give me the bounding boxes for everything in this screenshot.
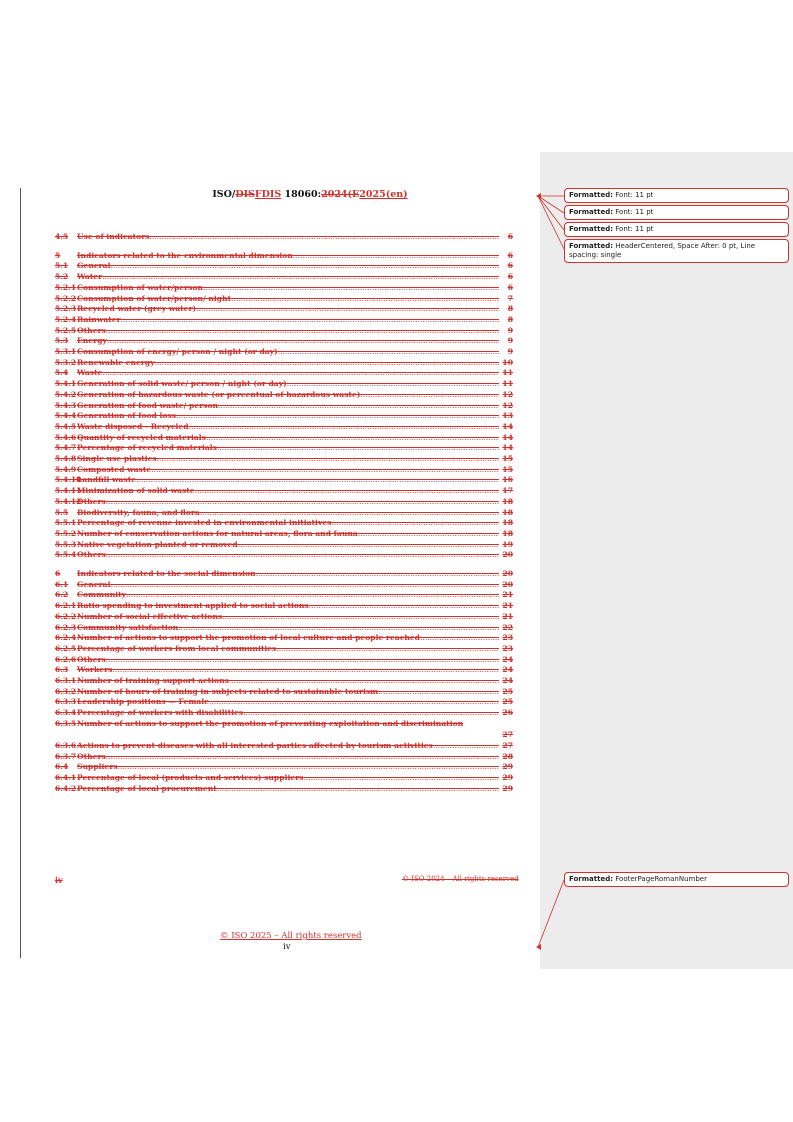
comment-label: Formatted: (569, 225, 614, 233)
toc-entry-title: Native vegetation planted or removed ..... (77, 539, 499, 550)
comment-balloon-1[interactable] (564, 188, 789, 203)
toc-entry-title: Actions to prevent diseases with all interested parties affected by tourism activities ..... (77, 740, 499, 751)
toc-entry-title: Use of indicators ..... (77, 231, 499, 242)
toc-entry-page: 21 (499, 611, 513, 622)
toc-entry-title: Percentage of local procurement ..... (77, 783, 499, 794)
toc-entry-number: 5.2.1 (55, 282, 77, 292)
toc-entry-number: 5.5.3 (55, 539, 77, 549)
toc-entry-number: 5.5 (55, 507, 69, 517)
toc-entry-title: Single use plastics ..... (77, 453, 499, 464)
toc-entry-number: 6.3.5 (55, 718, 77, 728)
toc-entry-number: 6.3.4 (55, 708, 77, 718)
toc-entry-number: 6.3.2 (55, 686, 77, 696)
toc-entry-number: 5.2.2 (55, 293, 77, 303)
comment-label: Formatted: (569, 208, 614, 216)
toc-entry-page: 29 (499, 783, 513, 794)
toc-entry-page: 9 (499, 346, 513, 357)
toc-entry-page: 13 (499, 410, 513, 421)
toc-entry-page: 16 (499, 474, 513, 485)
inserted-copyright: © ISO 2025 – All rights reserved (220, 931, 362, 941)
toc-entry-page: 18 (499, 517, 513, 528)
toc-entry-page: 6 (499, 282, 513, 293)
toc-entry-page: 14 (499, 442, 513, 453)
comment-balloon-2[interactable] (564, 205, 789, 220)
toc-entry-title: Energy ..... (77, 335, 499, 346)
toc-entry-title: Workers ..... (77, 664, 499, 675)
toc-entry-title: Others ..... (77, 751, 499, 762)
toc-entry-title: Composted waste ..... (77, 464, 499, 475)
header-number: 18060: (281, 189, 322, 200)
toc-entry-number: 5.1 (55, 261, 69, 271)
comment-text: FooterPageRomanNumber (613, 875, 707, 883)
toc-entry-number: 5.4.8 (55, 454, 77, 463)
toc-entry-title: Rainwater ..... (77, 314, 499, 325)
toc-entry-page: 26 (499, 707, 513, 718)
toc-entry-number: 6.2 (55, 590, 69, 600)
comment-balloon-3[interactable] (564, 222, 789, 237)
toc-entry-page: 6 (499, 250, 513, 261)
toc-entry-page: 15 (499, 464, 513, 475)
toc-entry-page: 20 (499, 579, 513, 590)
toc-entry-title: General ..... (77, 260, 499, 271)
toc-entry-title: Percentage of recycled materials ..... (77, 442, 499, 453)
toc-entry-number: 6.1 (55, 579, 69, 589)
toc-entry-page: 21 (499, 600, 513, 611)
toc-entry-number: 6.3.7 (55, 751, 77, 761)
toc-entry-page: 12 (499, 400, 513, 411)
toc-entry-title: Suppliers ..... (77, 761, 499, 772)
toc-entry-title: Biodiversity, fauna, and flora ..... (77, 507, 499, 518)
toc-entry-page: 18 (499, 528, 513, 539)
toc-entry-title: Consumption of energy/ person / night (or day) ..... (77, 346, 499, 357)
toc-entry-number: 6 (55, 569, 61, 578)
toc-entry-title: Quantity of recycled materials ..... (77, 432, 499, 443)
toc-entry-number: 5.4.12 (55, 496, 82, 506)
header-deleted-year: 2024(E (321, 189, 360, 200)
comment-text: Font: 11 pt (613, 208, 654, 216)
comment-label: Formatted: (569, 875, 614, 883)
toc-entry-page: 23 (499, 632, 513, 643)
toc-entry-title: Generation of solid waste/ person / night (or day) ..... (77, 378, 499, 389)
toc-entry-page: 27 (499, 740, 513, 751)
toc-entry-number: 5.4.7 (55, 443, 77, 453)
toc-entry-page: 23 (499, 643, 513, 654)
toc-entry-number: 5.4.2 (55, 389, 77, 399)
toc-entry-number: 5.5.2 (55, 528, 77, 538)
toc-entry-page: 24 (499, 675, 513, 686)
toc-entry-number: 5.4.11 (55, 486, 82, 496)
toc-entry-number: 5.2 (55, 272, 69, 282)
toc-entry-title: Indicators related to the social dimension ..... (77, 568, 499, 579)
toc-entry-page: 29 (499, 772, 513, 783)
toc-entry-number: 6.2.3 (55, 622, 77, 632)
toc-entry-page: 27 (499, 729, 513, 740)
toc-entry-title: Number of actions to support the promotion of local culture and people reached ..... (77, 632, 499, 643)
toc-entry-page: 20 (499, 549, 513, 560)
header-inserted-year: 2025(en) (359, 189, 408, 200)
toc-entry-page: 14 (499, 432, 513, 443)
toc-entry-page: 9 (499, 335, 513, 346)
toc-entry-number: 6.2.6 (55, 654, 77, 664)
toc-entry-page: 24 (499, 664, 513, 675)
toc-entry-number: 5.2.5 (55, 325, 77, 335)
toc-entry-title: Number of training support actions ..... (77, 675, 499, 686)
toc-entry-number: 5.3.1 (55, 347, 77, 356)
toc-entry-page: 14 (499, 421, 513, 432)
toc-entry-number: 4.5 (55, 232, 69, 241)
toc-entry-page: 10 (499, 357, 513, 368)
toc-entry-title: Number of social effective actions ..... (77, 611, 499, 622)
toc-entry-title: Consumption of water/person ..... (77, 282, 499, 293)
toc-entry-title: Generation of food waste/ person ..... (77, 400, 499, 411)
header-inserted-stage: FDIS (254, 189, 282, 200)
toc-entry-title: Number of hours of training in subjects related to sustainable tourism ..... (77, 686, 499, 697)
toc-entry-number: 5 (55, 250, 61, 260)
comment-balloon-4[interactable] (564, 239, 789, 263)
toc-entry-number: 6.2.1 (55, 601, 77, 611)
toc-entry-title: Percentage of workers from local communities ..... (77, 643, 499, 654)
toc-entry-title: Recycled water (grey water) ..... (77, 303, 499, 314)
toc-entry-page: 11 (499, 367, 513, 378)
toc-entry-number: 5.4.9 (55, 464, 77, 474)
comment-label: Formatted: (569, 242, 614, 250)
toc-entry-title: Leadership positions — Female ..... (77, 696, 499, 707)
toc-entry-page: 17 (499, 485, 513, 496)
toc-entry-title: Others ..... (77, 496, 499, 507)
comment-balloon-5[interactable] (564, 872, 789, 887)
toc-entry-title: Others ..... (77, 654, 499, 665)
toc-entry-title: Community satisfaction ..... (77, 622, 499, 633)
toc-entry-title: Waste ..... (77, 367, 499, 378)
toc-entry-page: 8 (499, 303, 513, 314)
toc-entry-title: Generation of food loss ..... (77, 410, 499, 421)
toc-entry-page: 8 (499, 314, 513, 325)
footer-page-number: iv (283, 942, 291, 952)
toc-entry-page: 12 (499, 389, 513, 400)
deleted-page-number: iv (55, 875, 63, 885)
toc-entry-number: 5.4.10 (55, 475, 82, 485)
toc-entry-page: 7 (499, 293, 513, 304)
toc-entry-page: 24 (499, 654, 513, 665)
toc-entry-title: Others ..... (77, 325, 499, 336)
toc-entry-number: 5.3 (55, 336, 69, 346)
toc-entry-title: Percentage of workers with disabilities ..... (77, 707, 499, 718)
toc-entry-page: 19 (499, 539, 513, 550)
toc-entry-page: 6 (499, 231, 513, 242)
toc-entry-title: Percentage of revenue invested in environmental initiatives ..... (77, 517, 499, 528)
toc-entry-page: 18 (499, 496, 513, 507)
toc-entry-title: Indicators related to the environmental dimension ..... (77, 250, 499, 261)
toc-entry-page: 6 (499, 260, 513, 271)
toc-entry-number: 5.2.3 (55, 304, 77, 314)
toc-entry-title: Community ..... (77, 589, 499, 600)
toc-entry-title: Landfill waste ..... (77, 474, 499, 485)
toc-entry-number: 5.4.1 (55, 379, 77, 389)
toc-entry-number: 5.4.3 (55, 400, 77, 410)
header-deleted-stage: DIS (235, 189, 255, 200)
toc-entry-page: 29 (499, 761, 513, 772)
toc-entry-number: 5.4 (55, 368, 69, 378)
toc-entry-title: Number of actions to support the promotion of preventing exploitation and discrimination (77, 718, 464, 728)
toc-entry-number: 5.4.4 (55, 411, 77, 421)
toc-entry-page: 11 (499, 378, 513, 389)
toc-entry-page: 15 (499, 453, 513, 464)
comment-text: Font: 11 pt (613, 191, 654, 199)
toc-entry-title: Number of conservation actions for natural areas, flora and fauna ..... (77, 528, 499, 539)
toc-entry-title: General ..... (77, 579, 499, 590)
toc-entry-title: Water ..... (77, 271, 499, 282)
toc-entry-number: 5.2.4 (55, 314, 77, 324)
toc-entry-title: Minimization of solid waste ..... (77, 485, 499, 496)
toc-entry-number: 5.3.2 (55, 357, 77, 367)
toc-entry-title: Waste disposed - Recycled ..... (77, 421, 499, 432)
deleted-copyright: © ISO 2024 – All rights reserved (402, 875, 519, 883)
toc-entry-page: 21 (499, 589, 513, 600)
toc-entry-page: 6 (499, 271, 513, 282)
comment-label: Formatted: (569, 191, 614, 199)
toc-entry-page: 20 (499, 568, 513, 579)
toc-entry-number: 6.2.5 (55, 643, 77, 653)
toc-entry-number: 5.4.5 (55, 421, 77, 431)
toc-entry-number: 6.3.3 (55, 697, 77, 707)
toc-entry-title: Percentage of local (products and services) suppliers ..... (77, 772, 499, 783)
toc-entry-number: 6.3.6 (55, 740, 77, 750)
toc-entry-number: 6.4.1 (55, 772, 77, 782)
comment-text: HeaderCentered, Space After: 0 pt, Line spacing: single (569, 242, 756, 259)
toc-entry-title: Renewable energy ..... (77, 357, 499, 368)
toc-entry-page: 25 (499, 696, 513, 707)
toc-entry-page: 25 (499, 686, 513, 697)
header-prefix: ISO/ (212, 189, 236, 200)
toc-entry-number: 6.4 (55, 762, 69, 772)
toc-entry-page: 9 (499, 325, 513, 336)
toc-entry-page: 28 (499, 751, 513, 762)
comment-text: Font: 11 pt (613, 225, 654, 233)
toc-entry-title: Ratio spending to investment applied to social actions ..... (77, 600, 499, 611)
toc-entry-number: 6.3 (55, 665, 69, 675)
toc-entry-page: 18 (499, 507, 513, 518)
toc-entry-number: 5.4.6 (55, 432, 77, 442)
toc-entry-number: 6.2.2 (55, 611, 77, 621)
toc-entry-page: 22 (499, 622, 513, 633)
toc-entry-number: 6.4.2 (55, 783, 77, 793)
toc-entry-title: Generation of hazardous waste (or percentual of hazardous waste) ..... (77, 389, 499, 400)
toc-entry-title: Others ..... (77, 549, 499, 560)
toc-entry-title: Consumption of water/person/ night ..... (77, 293, 499, 304)
toc-entry-number: 6.3.1 (55, 676, 77, 685)
toc-entry-number: 6.2.4 (55, 633, 77, 643)
toc-entry-number: 5.5.1 (55, 518, 77, 528)
toc-entry-number: 5.5.4 (55, 550, 77, 560)
